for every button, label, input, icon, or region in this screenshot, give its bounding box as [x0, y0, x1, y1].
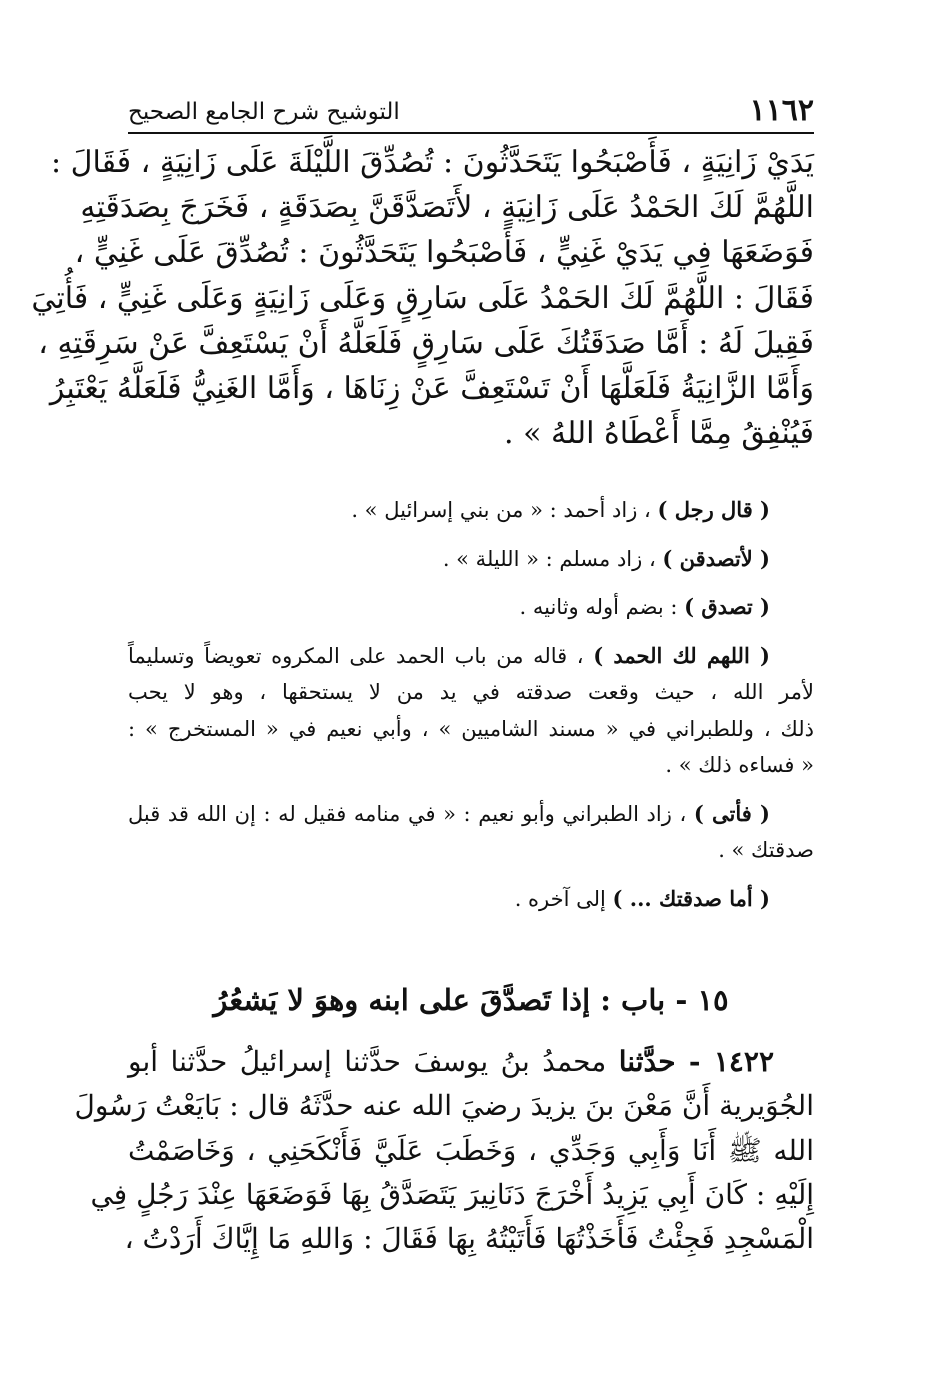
hadith-text-continued	[31, 140, 814, 456]
running-head	[128, 88, 814, 134]
commentary-line: « فساءه ذلك » .	[665, 753, 814, 777]
hadith-line: فَقِيلَ لَهُ : أَمَّا صَدَقَتُكَ عَلَى سَارِقٍ فَلَعَلَّهُ أَنْ يَسْتَعِفَّ عَنْ سَرِقَتِهِ ،	[38, 325, 814, 361]
gloss: : بضم أوله وثانيه .	[519, 595, 685, 619]
hadith-line: فَقَالَ : اللَّهُمَّ لَكَ الحَمْدُ عَلَى سَارِقٍ وَعَلَى زَانِيَةٍ وَعَلَى غَنِيٍّ ، فَأُتِيَ	[31, 280, 814, 316]
hadith-line: فَوَضَعَهَا فِي يَدَيْ غَنِيٍّ ، فَأَصْبَحُوا يَتَحَدَّثُونَ : تُصُدِّقَ عَلَى غَنِيٍّ ،	[74, 235, 814, 271]
commentary	[128, 492, 814, 929]
hadith-line: إِلَيْهِ : كَانَ أَبِي يَزِيدُ أَخْرَجَ دَنَانِيرَ يَتَصَدَّقُ بِهَا فَوَضَعَهَا عِنْدَ رَجُلٍ فِي	[90, 1177, 814, 1211]
gloss: ، قاله من باب الحمد على المكروه تعويضاً وتسليماً	[128, 643, 594, 668]
hadith-text: محمدُ بنُ يوسفَ حدَّثنا إسرائيلُ حدَّثنا أبو	[128, 1045, 619, 1078]
commentary-line	[128, 541, 814, 578]
commentary-line: صدقتك » .	[718, 838, 814, 862]
commentary-line: ذلك ، وللطبراني في « مسند الشاميين » ، وأبي نعيم في « المستخرج » :	[128, 716, 814, 741]
hadith-line: وَأَمَّا الزَّانِيَةُ فَلَعَلَّهَا أَنْ تَسْتَعِفَّ عَنْ زِنَاهَا ، وَأَمَّا الغَنِيُّ فَلَعَلَّهُ يَعْتَبِرُ	[49, 370, 814, 406]
hadith-number: ١٤٢٢	[713, 1045, 774, 1078]
commentary-line	[128, 589, 814, 626]
hadith-dash: -	[675, 1045, 714, 1078]
lemma: ( اللهم لك الحمد )	[593, 642, 770, 668]
commentary-line	[128, 638, 814, 675]
hadith-line: الْمَسْجِدِ فَجِئْتُ فَأَخَذْتُهَا فَأَتَيْتُهُ بِهَا فَقَالَ : وَاللهِ مَا إِيَّاكَ أَرَدْتُ ،	[124, 1222, 814, 1256]
gloss: ، زاد مسلم : « الليلة » .	[442, 546, 663, 571]
page-number: ١١٦٢	[749, 93, 814, 128]
hadith-line: الله ﷺ أَنَا وَأَبِي وَجَدِّي ، وَخَطَبَ عَلَيَّ فَأَنْكَحَنِي ، وَخَاصَمْتُ	[128, 1133, 814, 1167]
gloss: إلى آخره .	[514, 886, 613, 911]
commentary-line	[128, 492, 814, 529]
hadith-line	[128, 1040, 814, 1084]
commentary-line	[128, 881, 814, 918]
commentary-paragraph	[128, 541, 814, 578]
commentary-paragraph	[128, 881, 814, 918]
commentary-paragraph	[128, 492, 814, 529]
hadith-line: الجُوَيرية أَنَّ مَعْنَ بنَ يزيدَ رضيَ الله عنه حدَّثَهُ قال : بَايَعْتُ رَسُولَ	[74, 1089, 814, 1123]
commentary-paragraph	[128, 638, 814, 784]
gloss: ، زاد الطبراني وأبو نعيم : « في منامه فقيل له : إن الله قد قبل	[128, 801, 694, 826]
lemma: ( لأتصدقن )	[662, 545, 770, 571]
hadith-line: يَدَيْ زَانِيَةٍ ، فَأَصْبَحُوا يَتَحَدَّثُونَ : تُصُدِّقَ اللَّيْلَةَ عَلَى زَانِيَةٍ ، فَقَالَ :	[51, 145, 814, 180]
chapter-heading: ١٥ - باب : إذا تَصدَّقَ على ابنه وهوَ لا يَشعُرُ	[213, 983, 729, 1017]
commentary-line	[128, 796, 814, 833]
hadith-1422	[74, 1040, 814, 1261]
hadith-line: فَيُنْفِقُ مِمَّا أَعْطَاهُ اللهُ » .	[504, 416, 814, 452]
lemma: ( قال رجل )	[657, 497, 770, 522]
lemma: ( تصدق )	[684, 594, 770, 619]
lemma: ( أما صدقتك ... )	[612, 885, 770, 911]
commentary-paragraph	[128, 589, 814, 626]
hadith-line: اللَّهُمَّ لَكَ الحَمْدُ عَلَى زَانِيَةٍ ، لأَتَصَدَّقَنَّ بِصَدَقَةٍ ، فَخَرَجَ بِصَدَقَتِهِ	[80, 190, 814, 226]
gloss: ، زاد أحمد : « من بني إسرائيل » .	[351, 498, 658, 522]
book-title: التوشيح شرح الجامع الصحيح	[128, 99, 400, 125]
hadith-lead-word: حدَّثنا	[618, 1045, 676, 1078]
commentary-paragraph	[128, 796, 814, 869]
lemma: ( فأتى )	[693, 800, 770, 826]
commentary-line: لأمر الله ، حيث وقعت صدقته في يد من لا يستحقها ، وهو لا يحب	[128, 680, 814, 704]
